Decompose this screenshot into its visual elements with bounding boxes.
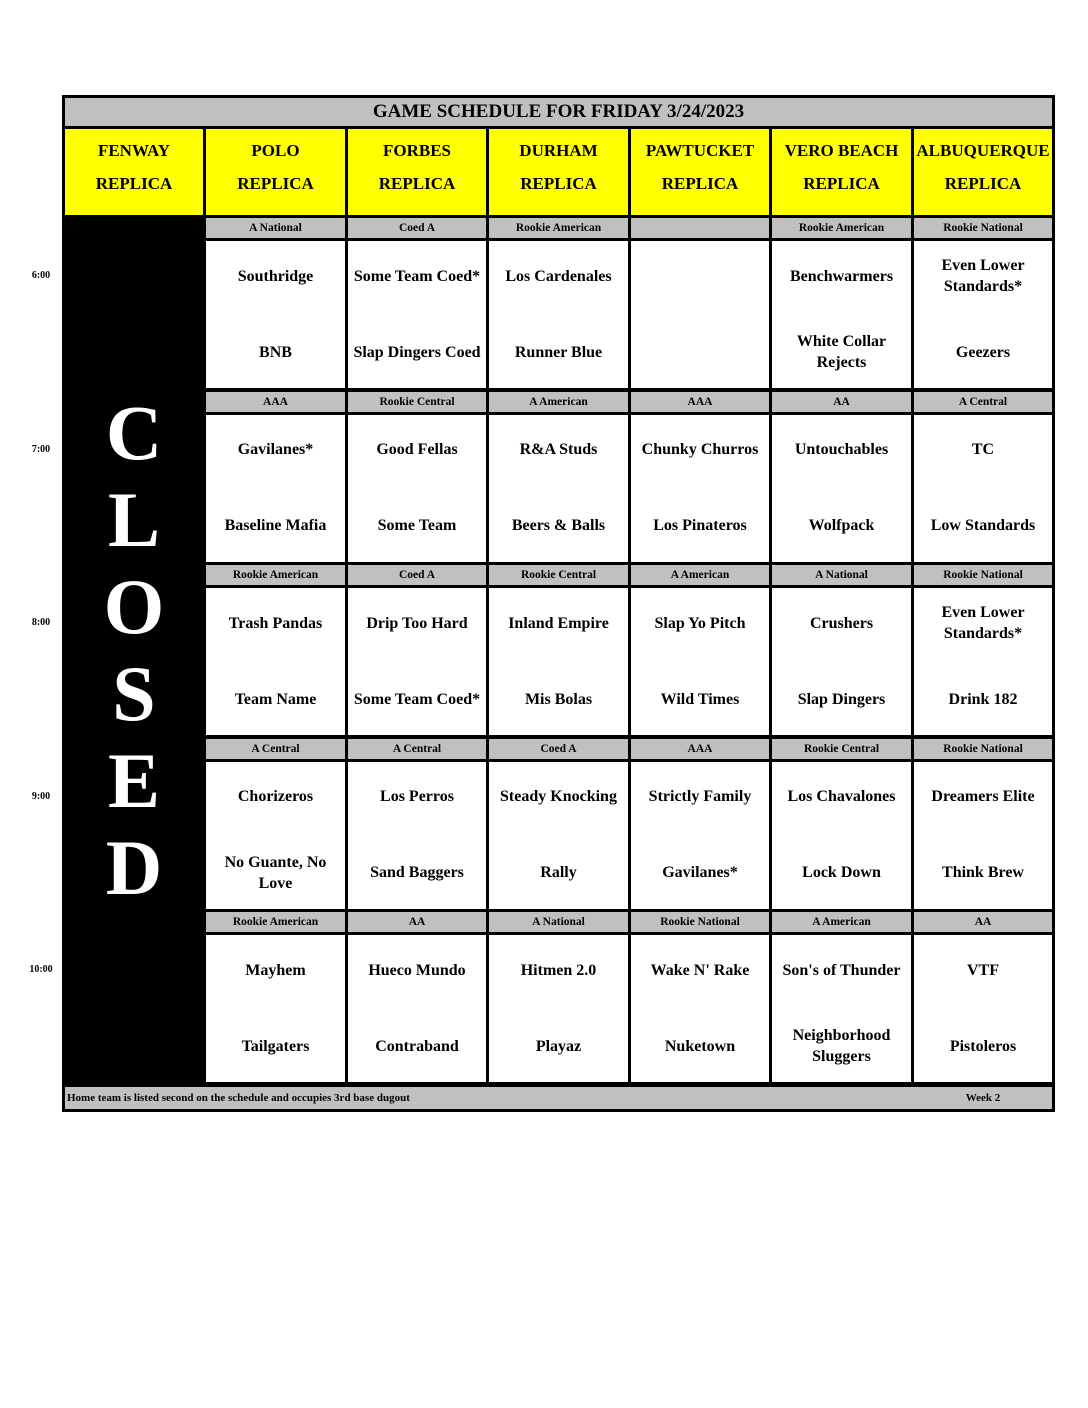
home-team: Think Brew — [942, 864, 1024, 881]
division-label: Coed A — [348, 218, 486, 238]
venue-name: DURHAM — [519, 141, 598, 160]
venue-sub: REPLICA — [661, 174, 739, 193]
game-cell — [489, 762, 628, 909]
away-team: Trash Pandas — [228, 614, 323, 632]
home-team: Rally — [540, 864, 577, 881]
game-cell — [489, 588, 628, 735]
home-team: Mis Bolas — [524, 690, 593, 708]
away-team: Gavilanes* — [237, 441, 314, 458]
home-team: Playaz — [535, 1037, 582, 1055]
game-cell — [348, 762, 486, 909]
venue-sub: REPLICA — [237, 174, 314, 193]
away-team: Wake N' Rake — [650, 961, 750, 979]
home-team: Los Pinateros — [653, 517, 747, 534]
time-label: 6:00 — [31, 270, 51, 281]
home-team-note: Home team is listed second on the schedule and occupies 3rd base dugout — [67, 1092, 410, 1104]
division-label: A National — [489, 912, 628, 932]
division-label: A American — [631, 565, 769, 585]
home-team: Some Team — [377, 517, 457, 534]
away-team: Los Perros — [380, 788, 454, 805]
division-label: Coed A — [348, 565, 486, 585]
game-cell — [914, 762, 1052, 909]
home-team: Team Name — [234, 690, 317, 708]
home-team: Neighborhood Sluggers — [792, 1027, 891, 1065]
away-team: Good Fellas — [376, 441, 458, 458]
venue-sub: REPLICA — [520, 174, 597, 193]
time-label: 10:00 — [29, 964, 53, 975]
division-label: AA — [772, 392, 911, 412]
division-label: Rookie American — [489, 218, 628, 238]
away-team: TC — [971, 441, 995, 458]
game-cell — [631, 935, 769, 1082]
game-cell — [772, 588, 911, 735]
closed-letter: C — [105, 389, 163, 476]
venue-name: POLO — [251, 141, 300, 160]
game-cell — [489, 935, 628, 1082]
division-label: AAA — [631, 392, 769, 412]
venue-header-0 — [65, 129, 203, 215]
division-label: A National — [206, 218, 345, 238]
venue-header-6 — [914, 129, 1052, 215]
home-team: Wolfpack — [808, 517, 875, 534]
division-label: Coed A — [489, 739, 628, 759]
home-team: Contraband — [375, 1037, 459, 1055]
game-cell — [206, 241, 345, 388]
game-cell — [914, 935, 1052, 1082]
away-team: Southridge — [237, 267, 314, 285]
away-team: Drip Too Hard — [366, 614, 468, 632]
division-label: A Central — [914, 392, 1052, 412]
away-team: Even Lower Standards* — [941, 604, 1025, 642]
venue-name: ALBUQUERQUE — [916, 141, 1050, 160]
away-team: Dreamers Elite — [931, 788, 1035, 805]
fenway-closed-column — [65, 218, 203, 1082]
game-cell — [631, 588, 769, 735]
game-cell — [348, 935, 486, 1082]
schedule-footer — [65, 1087, 1052, 1109]
away-team: Los Cardenales — [505, 267, 612, 285]
game-cell — [772, 241, 911, 388]
game-cell — [772, 415, 911, 562]
game-cell — [772, 935, 911, 1082]
division-label: A National — [772, 565, 911, 585]
division-label: Rookie American — [206, 565, 345, 585]
away-team: Untouchables — [794, 441, 889, 458]
game-cell — [489, 241, 628, 388]
game-cell — [914, 415, 1052, 562]
venue-header-5 — [772, 129, 911, 215]
schedule-sheet — [62, 95, 1055, 1112]
division-label: AAA — [206, 392, 345, 412]
home-team: Nuketown — [664, 1037, 736, 1055]
away-team: Hitmen 2.0 — [520, 961, 597, 979]
venue-name: VERO BEACH — [784, 141, 899, 160]
division-label: Rookie American — [206, 912, 345, 932]
away-team: R&A Studs — [519, 441, 598, 458]
home-team: BNB — [259, 343, 292, 361]
week-label: Week 2 — [965, 1092, 1001, 1104]
division-label: A American — [489, 392, 628, 412]
game-cell — [914, 588, 1052, 735]
closed-letter: D — [105, 824, 163, 911]
venue-sub: REPLICA — [378, 174, 456, 193]
game-cell — [206, 762, 345, 909]
venue-name: PAWTUCKET — [645, 141, 755, 160]
division-label: AAA — [631, 739, 769, 759]
division-label: A Central — [348, 739, 486, 759]
division-label: Rookie National — [914, 565, 1052, 585]
venue-sub: REPLICA — [95, 174, 173, 193]
venue-name: FORBES — [382, 141, 452, 160]
closed-letter: O — [103, 563, 165, 650]
game-cell — [206, 588, 345, 735]
venue-header-4 — [631, 129, 769, 215]
game-cell — [348, 415, 486, 562]
division-label: A American — [772, 912, 911, 932]
venue-sub: REPLICA — [944, 174, 1022, 193]
away-team: Mayhem — [245, 961, 306, 979]
division-label: AA — [914, 912, 1052, 932]
away-team: Chorizeros — [237, 788, 314, 805]
division-label: Rookie National — [914, 739, 1052, 759]
closed-letter: S — [112, 650, 156, 737]
time-label: 7:00 — [31, 443, 51, 455]
venue-name: FENWAY — [97, 141, 171, 160]
game-cell — [772, 762, 911, 909]
game-cell — [631, 241, 769, 388]
venue-sub: REPLICA — [803, 174, 880, 193]
game-cell — [489, 415, 628, 562]
home-team: Gavilanes* — [662, 864, 738, 881]
division-label: Rookie National — [631, 912, 769, 932]
home-team: Runner Blue — [514, 343, 603, 361]
venue-header-1 — [206, 129, 345, 215]
division-label: Rookie American — [772, 218, 911, 238]
away-team: Some Team Coed* — [353, 267, 481, 285]
home-team: Slap Dingers Coed — [353, 343, 481, 361]
venue-header-3 — [489, 129, 628, 215]
away-team: VTF — [967, 961, 999, 979]
home-team: Baseline Mafia — [224, 517, 327, 534]
division-label — [631, 218, 769, 238]
away-team: Crushers — [809, 614, 874, 632]
away-team — [631, 248, 769, 304]
home-team: No Guante, No Love — [224, 853, 327, 892]
away-team: Steady Knocking — [500, 788, 617, 805]
away-team: Los Chavalones — [787, 788, 896, 805]
venue-header-2 — [348, 129, 486, 215]
home-team: White Collar Rejects — [796, 333, 887, 371]
time-label: 9:00 — [31, 790, 51, 802]
time-label: 8:00 — [31, 617, 51, 628]
division-label: AA — [348, 912, 486, 932]
home-team: Low Standards — [930, 517, 1036, 534]
division-label: Rookie National — [914, 218, 1052, 238]
home-team — [631, 324, 769, 380]
home-team: Sand Baggers — [370, 864, 464, 881]
schedule-title: GAME SCHEDULE FOR FRIDAY 3/24/2023 — [65, 98, 1052, 126]
home-team: Some Team Coed* — [353, 690, 481, 708]
division-label: Rookie Central — [489, 565, 628, 585]
game-cell — [348, 588, 486, 735]
game-cell — [206, 415, 345, 562]
home-team: Geezers — [955, 343, 1011, 361]
closed-letter: L — [107, 476, 161, 563]
home-team: Tailgaters — [241, 1037, 310, 1055]
closed-letter: E — [107, 737, 161, 824]
home-team: Pistoleros — [949, 1037, 1017, 1055]
home-team: Slap Dingers — [797, 690, 886, 708]
home-team: Lock Down — [802, 864, 881, 881]
away-team: Strictly Family — [648, 788, 752, 805]
game-cell — [206, 935, 345, 1082]
away-team: Benchwarmers — [789, 267, 894, 285]
away-team: Hueco Mundo — [368, 961, 466, 979]
away-team: Slap Yo Pitch — [654, 614, 746, 632]
home-team: Wild Times — [660, 690, 740, 708]
division-label: Rookie Central — [348, 392, 486, 412]
away-team: Chunky Churros — [641, 441, 759, 458]
division-label: Rookie Central — [772, 739, 911, 759]
home-team: Drink 182 — [948, 690, 1018, 708]
home-team: Beers & Balls — [511, 517, 606, 534]
away-team: Inland Empire — [508, 614, 609, 632]
game-cell — [631, 762, 769, 909]
game-cell — [631, 415, 769, 562]
away-team: Son's of Thunder — [782, 961, 901, 979]
division-label: A Central — [206, 739, 345, 759]
game-cell — [914, 241, 1052, 388]
game-cell — [348, 241, 486, 388]
away-team: Even Lower Standards* — [941, 257, 1025, 295]
